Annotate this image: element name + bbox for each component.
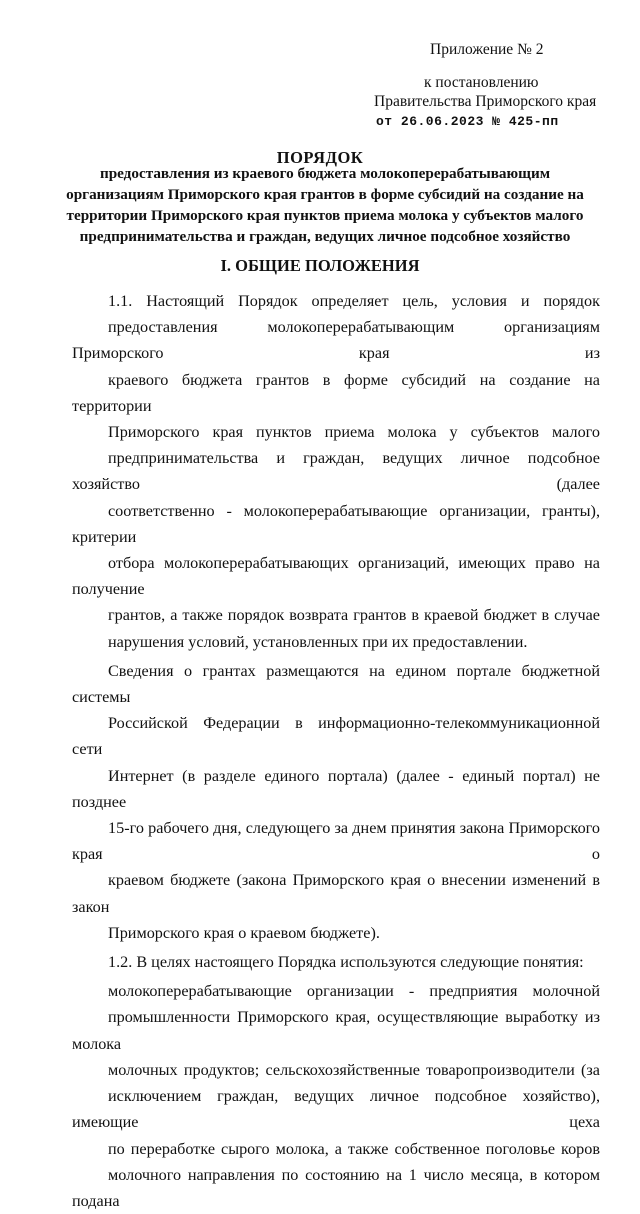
text-line: Приморского края пунктов приема молока у субъектов малого	[108, 423, 600, 442]
body-text	[72, 288, 600, 1214]
text-line: промышленности Приморского края, осуществляющие выработку из молока	[72, 1008, 600, 1053]
annex-government: Правительства Приморского края	[374, 93, 597, 110]
text-line: предпринимательства и граждан, ведущих личное подсобное хозяйство (далее	[72, 449, 600, 494]
annex-date-number: от 26.06.2023 № 425-пп	[376, 114, 559, 129]
text-line: соответственно - молокоперерабатывающие организации, гранты), критерии	[72, 501, 600, 546]
text-line: отбора молокоперерабатывающих организаций, имеющих право на получение	[72, 554, 600, 599]
text-line: краевом бюджете (закона Приморского края о внесении изменений в закон	[72, 871, 600, 916]
text-line: краевого бюджета грантов в форме субсидий на создание на территории	[72, 370, 600, 415]
text-line: молочных продуктов; сельскохозяйственные товаропроизводители (за	[108, 1060, 600, 1079]
paragraph-1-1	[72, 288, 600, 655]
text-line: исключением граждан, ведущих личное подсобное хозяйство), имеющие цеха	[72, 1087, 600, 1132]
subtitle-line: территории Приморского края пунктов приема молока у субъектов малого	[66, 207, 584, 224]
text-line: по переработке сырого молока, а также собственное поголовье коров	[108, 1139, 600, 1158]
text-line: Приморского края о краевом бюджете).	[108, 923, 380, 942]
annex-reference: к постановлению	[424, 74, 539, 91]
subtitle-line: предпринимательства и граждан, ведущих личное подсобное хозяйство	[79, 228, 571, 245]
document-title: ПОРЯДОК	[276, 148, 364, 167]
paragraph-grants-info	[72, 658, 600, 946]
section-heading: I. ОБЩИЕ ПОЛОЖЕНИЯ	[220, 256, 420, 275]
text-line: грантов, а также порядок возврата грантов в краевой бюджет в случае	[108, 606, 600, 625]
text-line: 15-го рабочего дня, следующего за днем принятия закона Приморского края о	[72, 819, 600, 864]
subtitle-line: организациям Приморского края грантов в форме субсидий на создание на	[66, 186, 584, 203]
paragraph-definition	[72, 978, 600, 1214]
document-subtitle	[60, 163, 590, 247]
text-line: Сведения о грантах размещаются на едином портале бюджетной системы	[72, 661, 600, 707]
subtitle-line: предоставления из краевого бюджета молокоперерабатывающим	[99, 165, 551, 182]
text-line: 1.1. Настоящий Порядок определяет цель, условия и порядок	[108, 292, 600, 310]
text-line: предоставления молокоперерабатывающим организациям Приморского края из	[72, 318, 600, 363]
annex-number: Приложение № 2	[430, 41, 544, 58]
paragraph-1-2	[72, 949, 600, 975]
text-line: Российской Федерации в информационно-телекоммуникационной сети	[72, 714, 600, 759]
text-line: молокоперерабатывающие организации - предприятия молочной	[108, 982, 600, 1001]
text-line: Интернет (в разделе единого портала) (далее - единый портал) не позднее	[72, 766, 600, 811]
text-line: нарушения условий, установленных при их предоставлении.	[108, 632, 528, 651]
text-line: молочного направления по состоянию на 1 число месяца, в котором подана	[72, 1165, 600, 1210]
text-line: 1.2. В целях настоящего Порядка используются следующие понятия:	[108, 953, 584, 972]
